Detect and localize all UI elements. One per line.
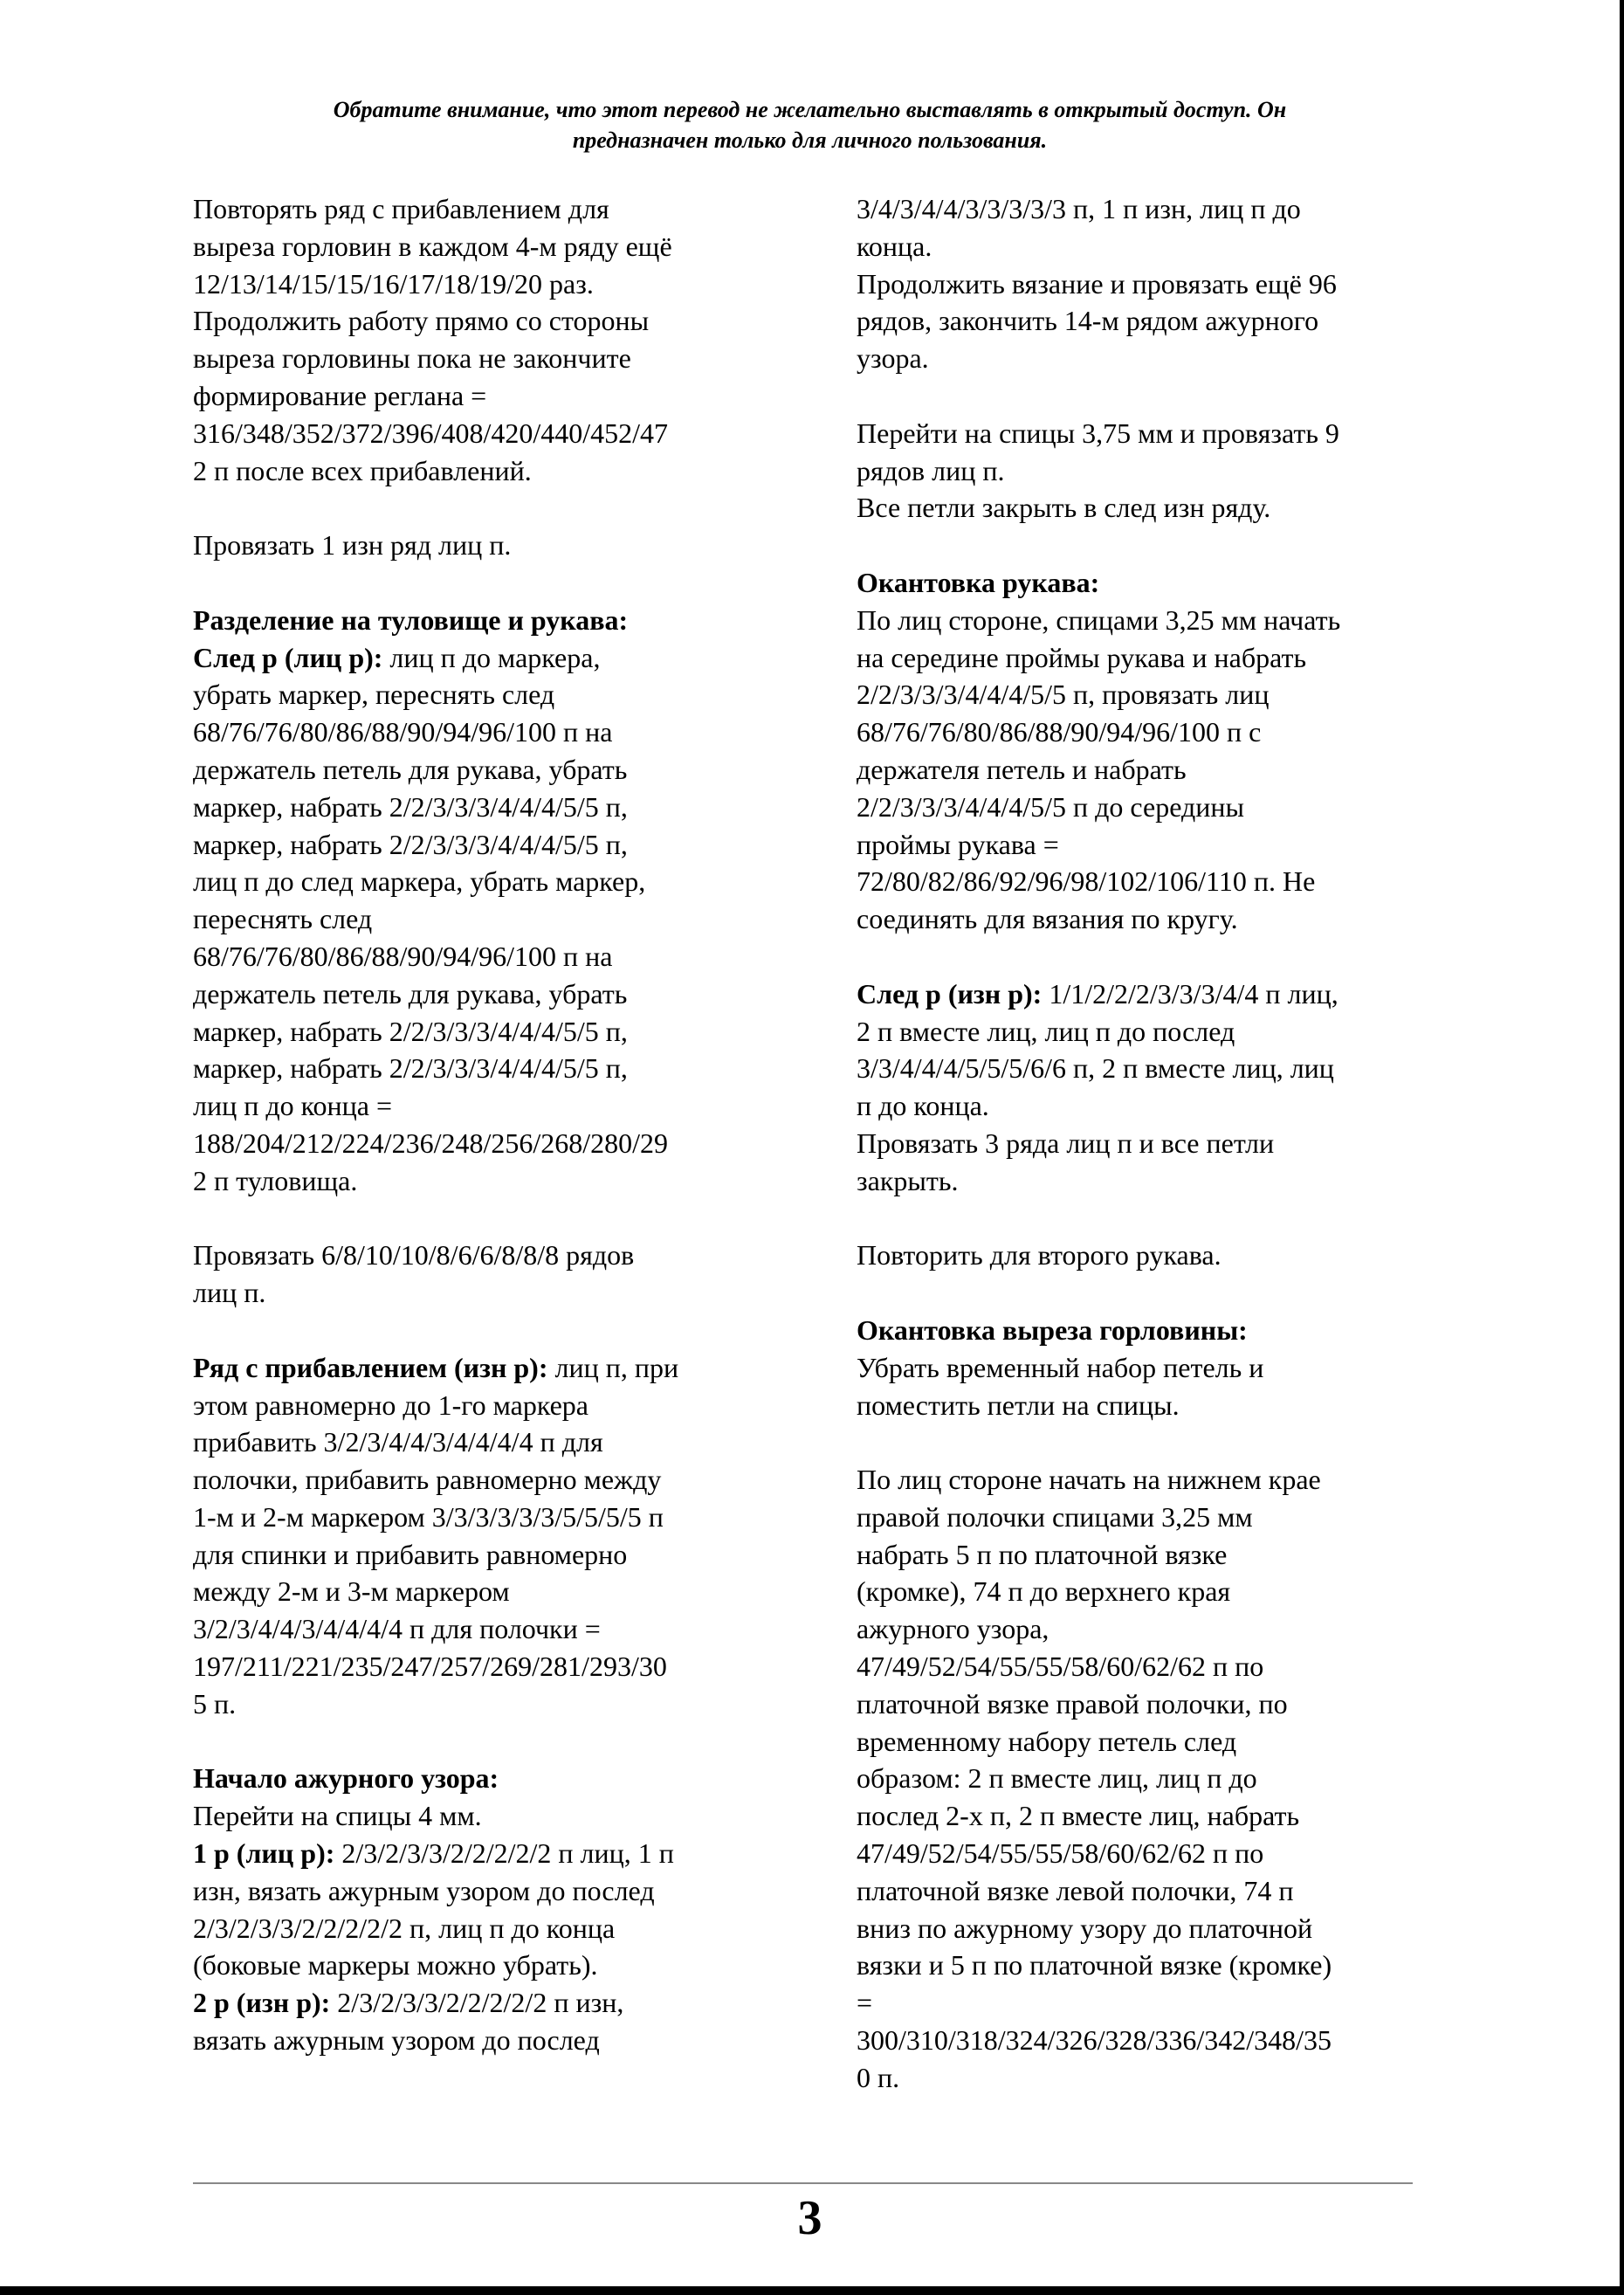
bold-label: Разделение на туловище и рукава: (193, 603, 629, 636)
blank-line (193, 1200, 787, 1237)
bold-label: Окантовка рукава: (857, 566, 1100, 598)
text-line (193, 228, 787, 265)
heading-line (857, 564, 1450, 602)
text-line (857, 1797, 1450, 1835)
text-line (193, 1237, 787, 1274)
text-line (857, 1461, 1450, 1499)
line-text: проймы рукава = (857, 828, 1059, 860)
line-text: 2/3/2/3/3/2/2/2/2/2 п, лиц п до конца (193, 1912, 616, 1944)
heading-line (193, 1835, 787, 1872)
line-text: маркер, набрать 2/2/3/3/3/4/4/4/5/5 п, (193, 1015, 628, 1047)
line-text: поместить петли на спицы. (857, 1389, 1180, 1421)
text-line (193, 527, 787, 564)
heading-line (193, 639, 787, 677)
text-line (857, 1387, 1450, 1424)
line-text: (боковые маркеры можно убрать). (193, 1949, 598, 1981)
line-text: набрать 5 п по платочной вязке (857, 1538, 1228, 1570)
line-text: маркер, набрать 2/2/3/3/3/4/4/4/5/5 п, (193, 828, 628, 860)
line-text: вязать ажурным узором до послед (193, 2024, 600, 2057)
text-line (193, 1536, 787, 1574)
text-line (857, 2059, 1450, 2097)
text-line (193, 377, 787, 415)
bold-label: Окантовка выреза горловины: (857, 1313, 1248, 1346)
text-line (193, 1125, 787, 1162)
text-line (193, 1947, 787, 1984)
text-line (857, 1648, 1450, 1685)
heading-line (857, 1312, 1450, 1349)
text-line (857, 302, 1450, 340)
bold-label: След р (лиц р): (193, 641, 383, 673)
blank-line (857, 1200, 1450, 1237)
line-text: 1-м и 2-м маркером 3/3/3/3/3/3/5/5/5/5 п (193, 1500, 664, 1533)
text-line (193, 302, 787, 340)
line-text: изн, вязать ажурным узором до послед (193, 1874, 655, 1906)
line-text: По лиц стороне, спицами 3,25 мм начать (857, 603, 1341, 636)
text-line (857, 2022, 1450, 2059)
line-text: 68/76/76/80/86/88/90/94/96/100 п с (857, 716, 1262, 748)
line-text: Провязать 6/8/10/10/8/6/6/8/8/8 рядов (193, 1239, 635, 1272)
text-line (857, 863, 1450, 900)
text-line (193, 1573, 787, 1610)
text-line (193, 826, 787, 864)
blank-line (857, 1274, 1450, 1312)
line-text: Провязать 1 изн ряд лиц п. (193, 529, 512, 562)
text-line (857, 415, 1450, 452)
text-line (193, 863, 787, 900)
line-text: между 2-м и 3-м маркером (193, 1575, 510, 1608)
text-line (857, 1536, 1450, 1574)
line-text: маркер, набрать 2/2/3/3/3/4/4/4/5/5 п, (193, 790, 628, 823)
line-text: 5 п. (193, 1687, 237, 1720)
notice-line-2: предназначен только для личного пользования. (572, 128, 1048, 153)
left-text-column (193, 190, 787, 2059)
line-text: правой полочки спицами 3,25 мм (857, 1500, 1253, 1533)
text-line (857, 340, 1450, 377)
text-line (857, 228, 1450, 265)
right-text-column (857, 190, 1450, 2097)
line-text: прибавить 3/2/3/4/4/3/4/4/4/4 п для (193, 1426, 603, 1458)
blank-line (193, 564, 787, 602)
line-text: маркер, набрать 2/2/3/3/3/4/4/4/5/5 п, (193, 1052, 628, 1085)
line-text: формирование реглана = (193, 379, 487, 411)
text-line (857, 639, 1450, 677)
line-text: послед 2-х п, 2 п вместе лиц, набрать (857, 1800, 1300, 1832)
text-line (193, 938, 787, 975)
line-text: этом равномерно до 1-го маркера (193, 1389, 588, 1421)
line-text: 3/4/3/4/4/3/3/3/3/3 п, 1 п изн, лиц п до (857, 193, 1301, 224)
line-text: 0 п. (857, 2061, 900, 2093)
bold-label: 1 р (лиц р): (193, 1837, 335, 1870)
line-text: 47/49/52/54/55/55/58/60/62/62 п по (857, 1837, 1264, 1870)
text-line (193, 1685, 787, 1723)
line-text: Перейти на спицы 4 мм. (193, 1800, 482, 1832)
text-line (193, 676, 787, 713)
blank-line (857, 938, 1450, 975)
line-text: Перейти на спицы 3,75 мм и провязать 9 (857, 417, 1339, 449)
text-line (857, 1760, 1450, 1797)
line-text: 2 п после всех прибавлений. (193, 454, 532, 486)
heading-line (193, 1760, 787, 1797)
blank-line (857, 527, 1450, 564)
line-text: = (857, 1987, 873, 2019)
text-line (193, 975, 787, 1013)
line-text: 2/2/3/3/3/4/4/4/5/5 п, провязать лиц (857, 679, 1270, 711)
text-line (857, 789, 1450, 826)
text-line (193, 1499, 787, 1536)
line-text: 2/2/3/3/3/4/4/4/5/5 п до середины (857, 790, 1245, 823)
text-line (857, 1723, 1450, 1761)
line-text: рядов, закончить 14-м рядом ажурного (857, 305, 1319, 337)
text-line (193, 751, 787, 789)
text-line (857, 265, 1450, 303)
line-text: Все петли закрыть в след изн ряду. (857, 492, 1271, 524)
line-text: 68/76/76/80/86/88/90/94/96/100 п на (193, 716, 613, 748)
line-text: платочной вязке левой полочки, 74 п (857, 1874, 1294, 1906)
line-text: выреза горловины пока не закончите (193, 342, 631, 375)
line-text: 72/80/82/86/92/96/98/102/106/110 п. Не (857, 865, 1316, 898)
text-line (857, 1499, 1450, 1536)
text-line (857, 900, 1450, 938)
text-line (857, 452, 1450, 490)
text-line (857, 713, 1450, 751)
line-text: держателя петель и набрать (857, 753, 1187, 785)
heading-line (857, 975, 1450, 1013)
line-text: Продолжить вязание и провязать ещё 96 (857, 267, 1337, 300)
text-line (857, 1910, 1450, 1947)
line-text: Повторить для второго рукава. (857, 1239, 1221, 1272)
text-line (857, 1685, 1450, 1723)
text-line (857, 1162, 1450, 1200)
text-line (857, 1835, 1450, 1872)
line-text: лиц п до конца = (193, 1090, 393, 1122)
line-text: убрать маркер, переснять след (193, 679, 555, 711)
text-line (857, 1573, 1450, 1610)
text-line (857, 489, 1450, 527)
line-text: 12/13/14/15/15/16/17/18/19/20 раз. (193, 267, 594, 300)
text-line (193, 1461, 787, 1499)
line-text: вниз по ажурному узору до платочной (857, 1912, 1313, 1944)
heading-line (193, 602, 787, 639)
text-line (193, 1274, 787, 1312)
bold-label: Ряд с прибавлением (изн р): (193, 1351, 548, 1383)
bold-label: След р (изн р): (857, 977, 1043, 1010)
line-text: вязки и 5 п по платочной вязке (кромке) (857, 1949, 1332, 1981)
text-line (857, 1237, 1450, 1274)
line-text: 300/310/318/324/326/328/336/342/348/35 (857, 2024, 1332, 2057)
line-text: Продолжить работу прямо со стороны (193, 305, 650, 337)
text-line (193, 1797, 787, 1835)
line-text: 2/3/2/3/3/2/2/2/2/2 п изн, (330, 1987, 624, 2019)
line-text: лиц п, при (547, 1351, 679, 1383)
line-text: 1/1/2/2/2/3/3/3/4/4 п лиц, (1042, 977, 1338, 1010)
line-text: выреза горловин в каждом 4-м ряду ещё (193, 230, 672, 262)
line-text: 197/211/221/235/247/257/269/281/293/30 (193, 1651, 667, 1683)
bold-label: 2 р (изн р): (193, 1987, 331, 2019)
line-text: переснять след (193, 903, 373, 935)
text-line (193, 1872, 787, 1910)
line-text: лиц п. (193, 1277, 266, 1309)
text-line (857, 1984, 1450, 2022)
text-line (193, 415, 787, 452)
line-text: рядов лиц п. (857, 454, 1005, 486)
text-line (193, 1610, 787, 1648)
text-line (857, 1947, 1450, 1984)
text-line (193, 452, 787, 490)
line-text: 316/348/352/372/396/408/420/440/452/47 (193, 417, 669, 449)
blank-line (857, 377, 1450, 415)
line-text: По лиц стороне начать на нижнем крае (857, 1464, 1321, 1496)
text-line (857, 1610, 1450, 1648)
text-line (857, 1050, 1450, 1087)
text-line (857, 676, 1450, 713)
line-text: 2/3/2/3/3/2/2/2/2/2 п лиц, 1 п (334, 1837, 674, 1870)
bold-label: Начало ажурного узора: (193, 1762, 499, 1795)
text-line (857, 826, 1450, 864)
line-text: Повторять ряд с прибавлением для (193, 193, 609, 224)
line-text: ажурного узора, (857, 1613, 1049, 1645)
text-line (193, 340, 787, 377)
blank-line (857, 1423, 1450, 1461)
translation-notice (201, 94, 1419, 155)
line-text: закрыть. (857, 1164, 959, 1196)
text-line (193, 265, 787, 303)
text-line (857, 1872, 1450, 1910)
line-text: Провязать 3 ряда лиц п и все петли (857, 1127, 1275, 1159)
line-text: 3/2/3/4/4/3/4/4/4/4 п для полочки = (193, 1613, 601, 1645)
text-line (193, 190, 787, 228)
text-line (193, 1162, 787, 1200)
line-text: 68/76/76/80/86/88/90/94/96/100 п на (193, 940, 613, 972)
text-line (193, 713, 787, 751)
blank-line (193, 1312, 787, 1349)
text-line (193, 1050, 787, 1087)
text-line (857, 602, 1450, 639)
line-text: на середине проймы рукава и набрать (857, 641, 1307, 673)
text-line (857, 190, 1450, 228)
line-text: полочки, прибавить равномерно между (193, 1464, 662, 1496)
text-line (193, 900, 787, 938)
line-text: для спинки и прибавить равномерно (193, 1538, 628, 1570)
line-text: платочной вязке правой полочки, по (857, 1687, 1288, 1720)
text-line (857, 751, 1450, 789)
text-line (193, 1910, 787, 1947)
page-number: 3 (797, 2191, 822, 2245)
text-line (857, 1013, 1450, 1051)
line-text: держатель петель для рукава, убрать (193, 977, 628, 1010)
line-text: 47/49/52/54/55/55/58/60/62/62 п по (857, 1651, 1264, 1683)
line-text: 2 п вместе лиц, лиц п до послед (857, 1015, 1235, 1047)
line-text: образом: 2 п вместе лиц, лиц п до (857, 1762, 1257, 1795)
text-line (193, 1087, 787, 1125)
notice-line-1: Обратите внимание, что этот перевод не желательно выставлять в открытый доступ. Он (333, 97, 1287, 122)
blank-line (193, 1723, 787, 1761)
text-line (857, 1087, 1450, 1125)
blank-line (193, 489, 787, 527)
line-text: 3/3/4/4/4/5/5/5/6/6 п, 2 п вместе лиц, лиц (857, 1052, 1334, 1085)
text-line (857, 1125, 1450, 1162)
line-text: соединять для вязания по кругу. (857, 903, 1238, 935)
text-line (193, 1013, 787, 1051)
line-text: конца. (857, 230, 932, 262)
heading-line (193, 1984, 787, 2022)
text-line (193, 1648, 787, 1685)
text-line (193, 789, 787, 826)
line-text: держатель петель для рукава, убрать (193, 753, 628, 785)
text-line (193, 1423, 787, 1461)
line-text: (кромке), 74 п до верхнего края (857, 1575, 1231, 1608)
text-line (193, 1387, 787, 1424)
line-text: временному набору петель след (857, 1725, 1237, 1757)
line-text: Убрать временный набор петель и (857, 1351, 1264, 1383)
line-text: лиц п до маркера, (382, 641, 601, 673)
line-text: узора. (857, 342, 929, 375)
text-line (857, 1349, 1450, 1387)
text-line (193, 2022, 787, 2059)
line-text: 188/204/212/224/236/248/256/268/280/29 (193, 1127, 669, 1159)
line-text: лиц п до след маркера, убрать маркер, (193, 865, 646, 898)
line-text: п до конца. (857, 1090, 989, 1122)
line-text: 2 п туловища. (193, 1164, 358, 1196)
heading-line (193, 1349, 787, 1387)
